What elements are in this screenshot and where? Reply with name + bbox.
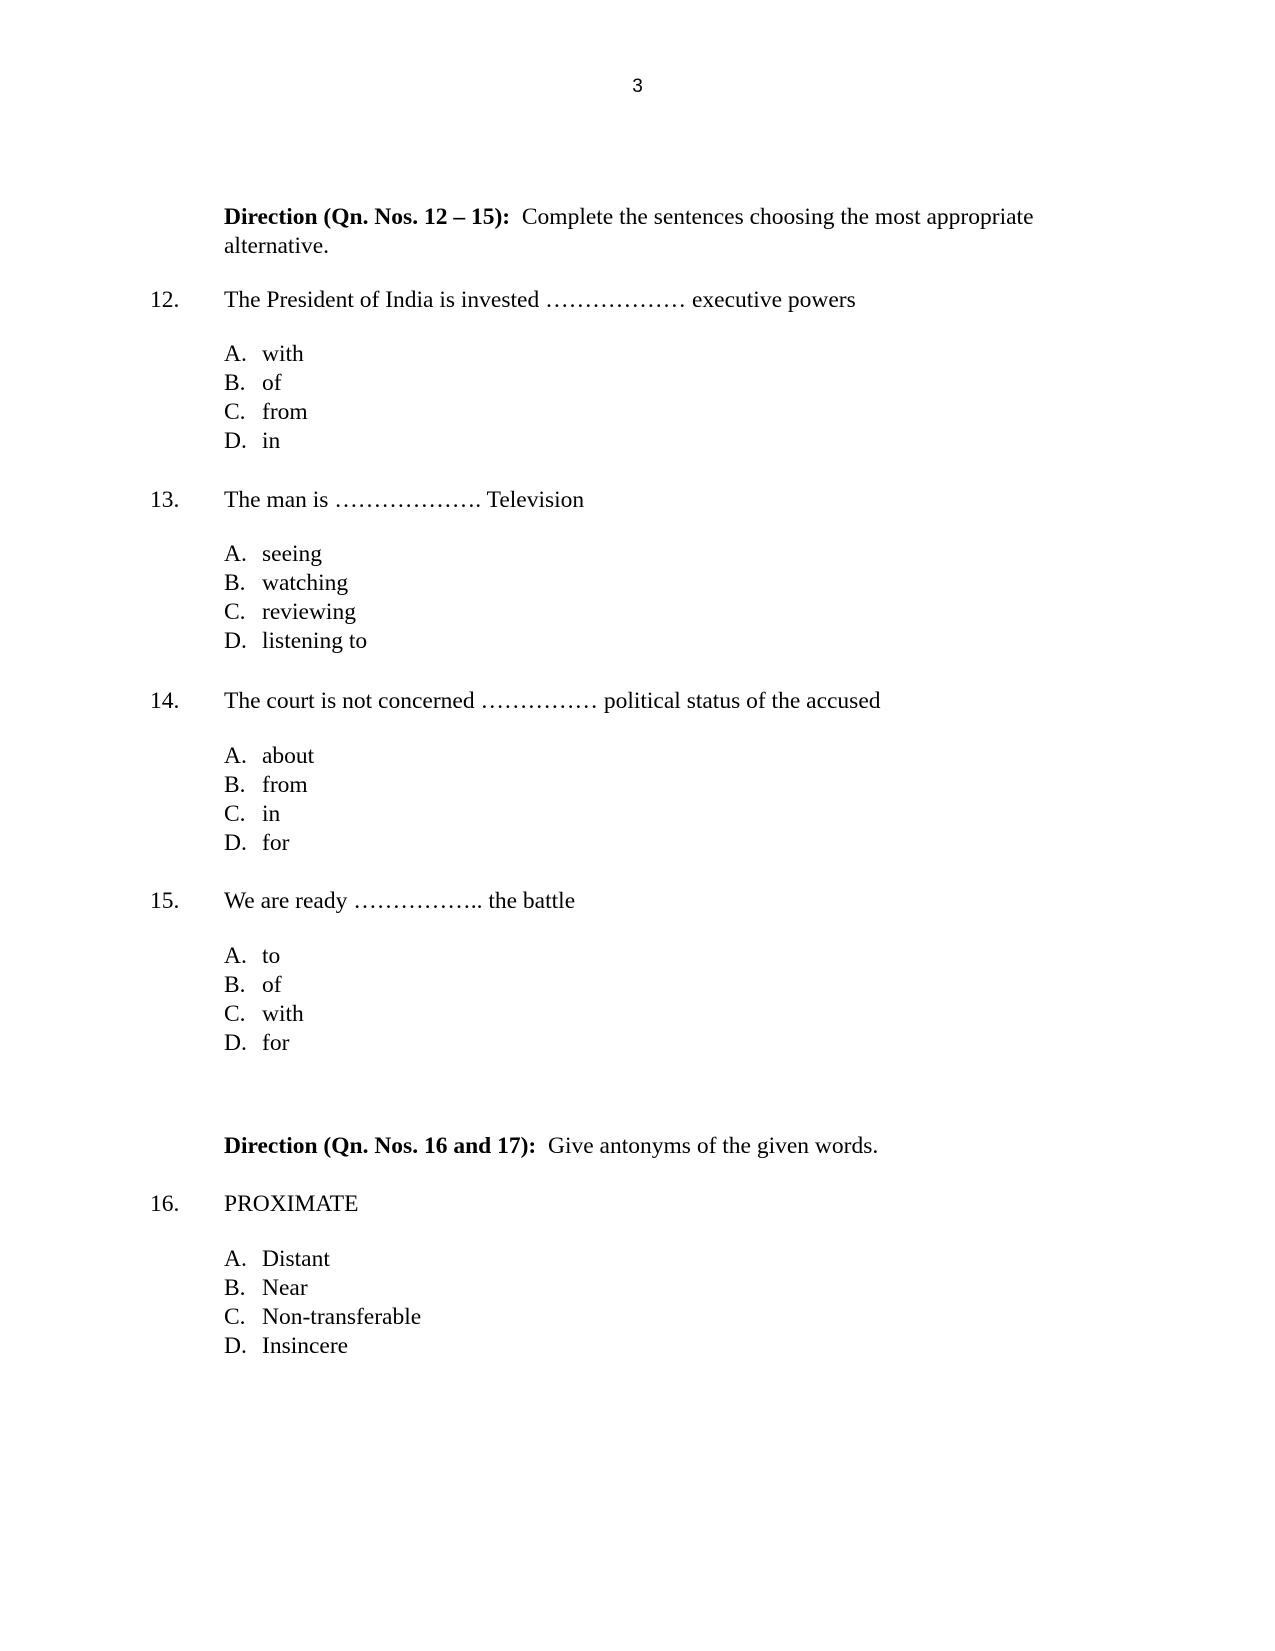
option-b [224, 369, 308, 398]
option-a [224, 340, 308, 369]
option-b [224, 1274, 421, 1303]
option-d [224, 1029, 304, 1058]
option-b [224, 569, 367, 598]
options-14 [224, 742, 314, 858]
option-c [224, 800, 314, 829]
option-d [224, 627, 367, 656]
question-text: The President of India is invested ……………… executive powers [224, 287, 856, 313]
direction-12-15 [224, 203, 1104, 261]
option-a [224, 942, 304, 971]
option-c [224, 1303, 421, 1332]
option-text: with [262, 341, 304, 367]
option-text: reviewing [262, 599, 356, 625]
option-text: Insincere [262, 1333, 349, 1359]
option-text: to [262, 943, 281, 969]
direction-16-17 [224, 1132, 1104, 1161]
option-letter: D. [224, 428, 247, 454]
page-number: 3 [632, 76, 643, 97]
direction-heading: Direction (Qn. Nos. 16 and 17): [224, 1133, 537, 1159]
option-text: for [262, 830, 290, 856]
question-number: 16. [150, 1191, 180, 1217]
option-letter: B. [224, 570, 246, 596]
option-text: for [262, 1030, 290, 1056]
option-letter: B. [224, 772, 246, 798]
direction-text: Complete the sentences choosing the most appropriate alternative. [224, 204, 1034, 259]
option-a [224, 742, 314, 771]
option-letter: A. [224, 1246, 247, 1272]
option-text: of [262, 370, 282, 396]
question-text: The court is not concerned …………… political status of the accused [224, 688, 881, 714]
option-text: listening to [262, 628, 368, 654]
option-letter: C. [224, 599, 246, 625]
option-b [224, 971, 304, 1000]
option-letter: A. [224, 341, 247, 367]
option-letter: C. [224, 1001, 246, 1027]
option-letter: A. [224, 541, 247, 567]
option-letter: C. [224, 399, 246, 425]
question-number: 15. [150, 888, 180, 914]
direction-heading: Direction (Qn. Nos. 12 – 15): [224, 204, 511, 230]
option-text: Distant [262, 1246, 330, 1272]
options-12 [224, 340, 308, 456]
option-text: of [262, 972, 282, 998]
option-text: Near [262, 1275, 308, 1301]
question-number: 12. [150, 287, 180, 313]
options-16 [224, 1245, 421, 1361]
option-d [224, 427, 308, 456]
option-text: watching [262, 570, 349, 596]
option-letter: B. [224, 370, 246, 396]
option-letter: C. [224, 1304, 246, 1330]
question-text: PROXIMATE [224, 1191, 359, 1217]
option-letter: B. [224, 1275, 246, 1301]
option-letter: B. [224, 972, 246, 998]
direction-text: Give antonyms of the given words. [548, 1133, 879, 1159]
option-text: in [262, 428, 281, 454]
options-15 [224, 942, 304, 1058]
options-13 [224, 540, 367, 656]
option-letter: D. [224, 830, 247, 856]
option-text: in [262, 801, 281, 827]
option-b [224, 771, 314, 800]
option-c [224, 598, 367, 627]
question-text: The man is ………………. Television [224, 487, 585, 513]
option-text: about [262, 743, 315, 769]
option-d [224, 829, 314, 858]
question-number: 14. [150, 688, 180, 714]
option-c [224, 1000, 304, 1029]
option-text: from [262, 772, 308, 798]
option-a [224, 1245, 421, 1274]
question-number: 13. [150, 487, 180, 513]
option-text: Non-transferable [262, 1304, 422, 1330]
option-text: seeing [262, 541, 323, 567]
option-a [224, 540, 367, 569]
option-letter: C. [224, 801, 246, 827]
option-letter: A. [224, 743, 247, 769]
option-d [224, 1332, 421, 1361]
option-text: with [262, 1001, 304, 1027]
option-c [224, 398, 308, 427]
option-letter: D. [224, 1333, 247, 1359]
option-letter: D. [224, 628, 247, 654]
option-letter: A. [224, 943, 247, 969]
option-letter: D. [224, 1030, 247, 1056]
question-text: We are ready …………….. the battle [224, 888, 576, 914]
option-text: from [262, 399, 308, 425]
